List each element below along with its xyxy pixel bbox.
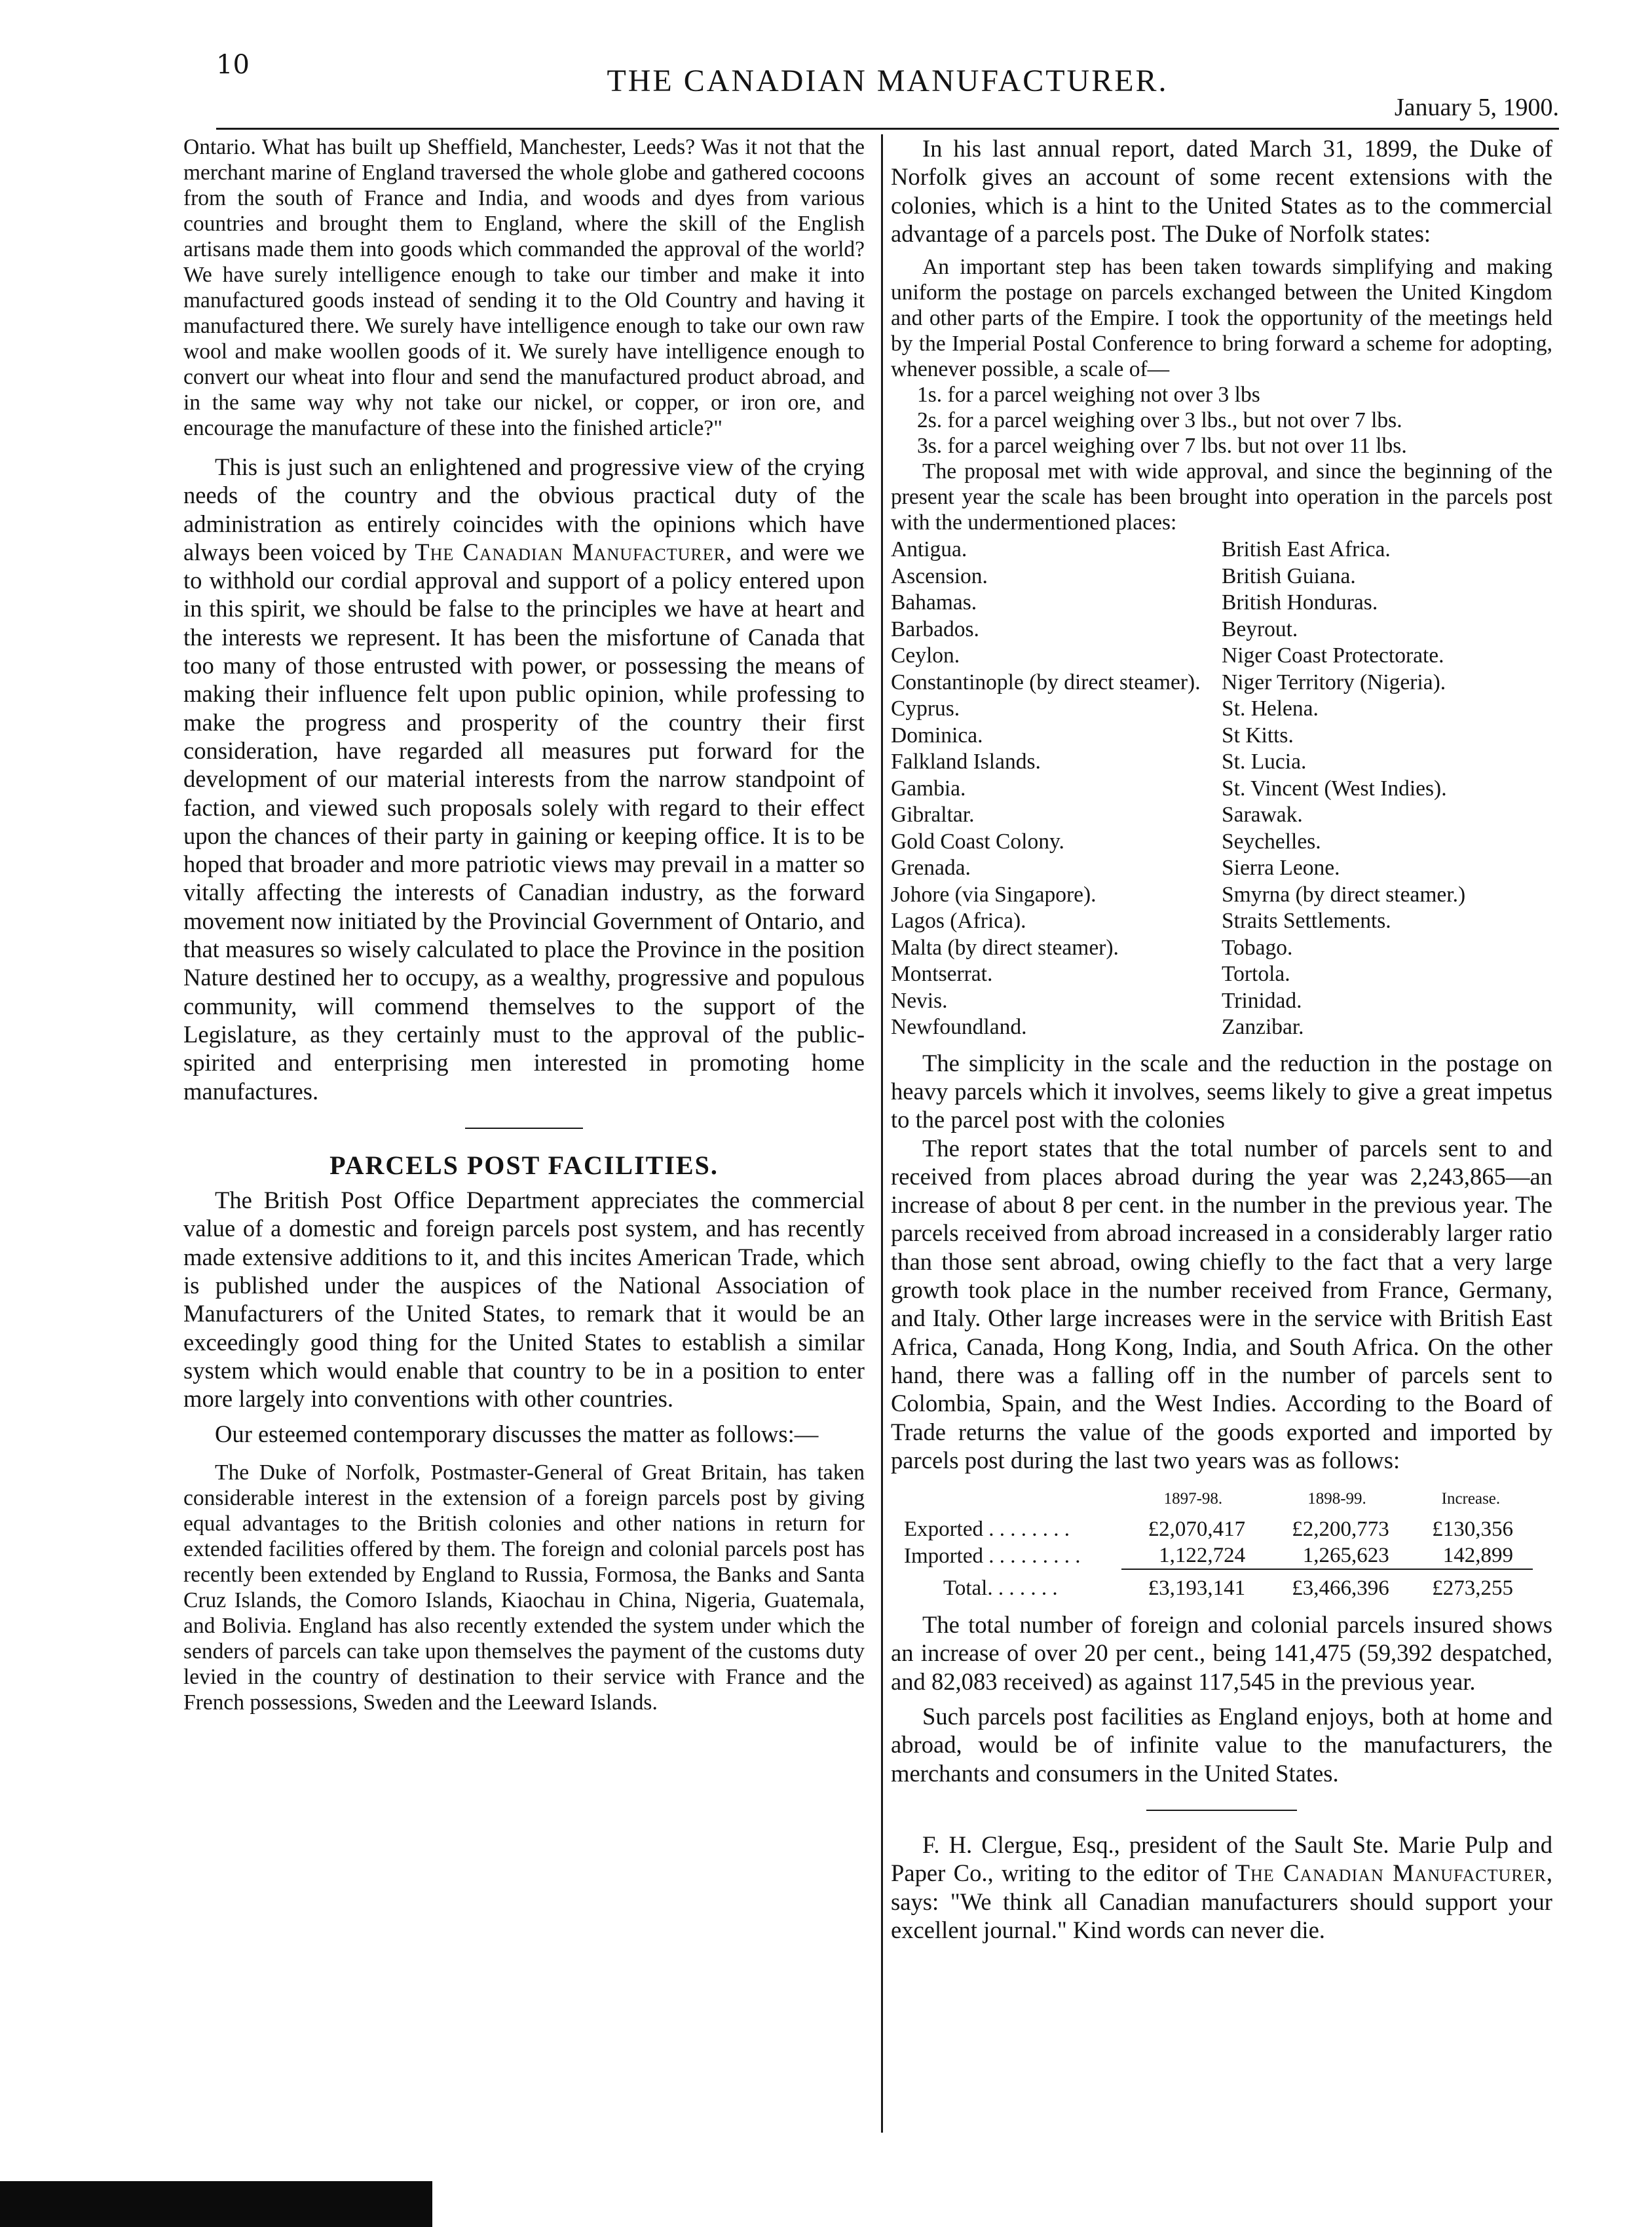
place-item: Ceylon. bbox=[891, 643, 960, 668]
scan-artifact bbox=[0, 2181, 432, 2227]
place-item: Niger Territory (Nigeria). bbox=[1222, 670, 1446, 695]
place-item: Bahamas. bbox=[891, 590, 977, 615]
scale-item: 1s. for a parcel weighing not over 3 lbs bbox=[917, 383, 1260, 408]
table-cell: £2,070,417 bbox=[1148, 1517, 1246, 1542]
table-row bbox=[904, 1542, 1533, 1569]
editorial-text-start: This is just such an enlightened and progressive view of the crying needs of the country and the obvious practical duty of the administration as entirely coincides with the opinions which have always been voiced by bbox=[183, 453, 865, 565]
header-rule bbox=[216, 128, 1559, 130]
table-cell: £3,193,141 bbox=[1121, 1569, 1266, 1601]
page-header bbox=[216, 46, 1559, 121]
place-item: Barbados. bbox=[891, 617, 979, 641]
table-header: 1897-98. bbox=[1163, 1490, 1223, 1508]
journal-name: The Canadian Manufacturer bbox=[1235, 1859, 1547, 1887]
article-paragraph: Our esteemed contemporary discusses the matter as follows:— bbox=[215, 1420, 819, 1447]
testimonial-text-end: , says: "We think all Canadian manufacturers should support your excellent journal." Kind words can never die. bbox=[891, 1859, 1552, 1943]
article-paragraph: Such parcels post facilities as England enjoys, both at home and abroad, would be of infinite value to the manufacturers, the merchants and consumers in the United States. bbox=[891, 1703, 1552, 1787]
place-item: British Honduras. bbox=[1222, 590, 1378, 615]
place-item: Beyrout. bbox=[1222, 617, 1298, 641]
place-item: Niger Coast Protectorate. bbox=[1222, 643, 1444, 668]
places-list-left bbox=[891, 537, 1222, 1041]
trade-table bbox=[904, 1486, 1533, 1601]
places-list bbox=[891, 537, 1552, 1041]
masthead-title: THE CANADIAN MANUFACTURER. bbox=[607, 64, 1169, 98]
quoted-paragraph: An important step has been taken towards simplifying and making uniform the postage on parcels exchanged between the United Kingdom and other parts of the Empire. I took the opportunity of the meetings held by the Imperial Postal Conference to bring forward a scheme for adopting, whenever possible, a scale of— bbox=[891, 255, 1552, 382]
place-item: Johore (via Singapore). bbox=[891, 882, 1097, 907]
place-item: Seychelles. bbox=[1222, 829, 1321, 854]
table-cell: 1,122,724 bbox=[1159, 1544, 1246, 1568]
place-item: Trinidad. bbox=[1222, 988, 1302, 1013]
place-item: St Kitts. bbox=[1222, 723, 1294, 748]
places-list-right bbox=[1222, 537, 1552, 1041]
testimonial-text-start: F. H. Clergue, Esq., president of the Sault Ste. Marie Pulp and Paper Co., writing to the editor of bbox=[891, 1831, 1552, 1887]
place-item: Ascension. bbox=[891, 563, 988, 588]
article-paragraph: The British Post Office Department appreciates the commercial value of a domestic and foreign parcels post system, and has recently made extensive additions to it, and this incites American Trade, which is published under the auspices of the National Association of Manufacturers of the United States, to remark that it would be an exceedingly good thing for the United States to establish a similar system which would enable that country to be in a position to enter more largely into conventions with other countries. bbox=[183, 1187, 865, 1413]
place-item: St. Helena. bbox=[1222, 696, 1319, 721]
table-cell: £2,200,773 bbox=[1292, 1517, 1389, 1542]
place-item: St. Lucia. bbox=[1222, 750, 1307, 774]
place-item: Smyrna (by direct steamer.) bbox=[1222, 882, 1466, 907]
place-item: Sierra Leone. bbox=[1222, 856, 1340, 881]
right-column bbox=[891, 134, 1552, 1944]
place-item: Zanzibar. bbox=[1222, 1015, 1304, 1040]
place-item: British East Africa. bbox=[1222, 537, 1391, 562]
table-header: Increase. bbox=[1441, 1490, 1501, 1508]
table-cell: Exported . . . . . . . . bbox=[904, 1517, 1070, 1542]
journal-name: The Canadian Manufacturer bbox=[415, 538, 726, 565]
table-cell: 1,265,623 bbox=[1302, 1544, 1389, 1568]
table-total-row bbox=[904, 1569, 1533, 1601]
article-paragraph: In his last annual report, dated March 31, 1899, the Duke of Norfolk gives an account of some recent extensions with the colonies, which is a hint to the United States as to the commercial advantage of a parcels post. The Duke of Norfolk states: bbox=[891, 135, 1552, 247]
column-divider bbox=[881, 134, 883, 2133]
place-item: Straits Settlements. bbox=[1222, 909, 1391, 934]
place-item: Gambia. bbox=[891, 776, 966, 801]
postage-scale bbox=[891, 382, 1552, 459]
table-cell: Total. . . . . . . bbox=[943, 1576, 1058, 1600]
place-item: Tobago. bbox=[1222, 935, 1293, 960]
quoted-paragraph: The proposal met with wide approval, and since the beginning of the present year the scale has been brought into operation in the parcels post with the undermentioned places: bbox=[891, 459, 1552, 535]
article-paragraph: The simplicity in the scale and the reduction in the postage on heavy parcels which it involves, seems likely to give a great impetus to the parcel post with the colonies bbox=[891, 1049, 1552, 1133]
scale-item: 2s. for a parcel weighing over 3 lbs., but not over 7 lbs. bbox=[917, 408, 1402, 433]
table-cell: £273,255 bbox=[1409, 1569, 1533, 1601]
left-column bbox=[183, 134, 865, 1715]
article-paragraph: The report states that the total number of parcels sent to and received from places abroad during the year was 2,243,865—an increase of about 8 per cent. in the number in the previous year. The parcels received from abroad increased in a considerably larger ratio than those sent abroad, owing chiefly to the fact that a very large growth took place in the number received from France, Germany, and Italy. Other large increases were in the service with British East Africa, Canada, Hong Kong, India, and South Africa. On the other hand, there was a falling off in the number of parcels sent to Colombia, Spain, and the West Indies. According to the Board of Trade returns the value of the goods exported and imported by parcels post during the last two years was as follows: bbox=[891, 1134, 1552, 1474]
table-cell: Imported . . . . . . . . . bbox=[904, 1544, 1081, 1568]
place-item: Tortola. bbox=[1222, 962, 1290, 987]
place-item: Cyprus. bbox=[891, 696, 960, 721]
place-item: Malta (by direct steamer). bbox=[891, 935, 1119, 960]
scan-margin bbox=[0, 0, 14, 2227]
section-divider bbox=[465, 1128, 583, 1129]
page-number: 10 bbox=[216, 50, 250, 80]
table-row bbox=[904, 1516, 1533, 1542]
place-item: Gold Coast Colony. bbox=[891, 829, 1064, 854]
place-item: St. Vincent (West Indies). bbox=[1222, 776, 1447, 801]
issue-date: January 5, 1900. bbox=[1394, 94, 1559, 121]
place-item: British Guiana. bbox=[1222, 563, 1356, 588]
place-item: Sarawak. bbox=[1222, 803, 1303, 828]
quoted-paragraph: Ontario. What has built up Sheffield, Manchester, Leeds? Was it not that the merchant marine of England traversed the whole globe and gathered cocoons from the south of France and India, and woods and dyes from various countries and brought them to England, where the skill of the English artisans made them into goods which commanded the approval of the world? We have surely intelligence enough to take our timber and make it into manufactured goods instead of sending it to the Old Country and having it manufactured there. We surely have intelligence enough to take our own raw wool and make woollen goods of it. We surely have intelligence enough to convert our wheat into flour and send the manufactured product abroad, and in the same way why not take our nickel, or copper, or iron ore, and encourage the manufacture of these into the finished article?" bbox=[183, 135, 865, 440]
editorial-text-end: , and were we to withhold our cordial approval and support of a policy entered upon in this spirit, we should be false to the principles we have at heart and the interests we represent. It has been the misfortune of Canada that too many of those entrusted with power, or possessing the means of making their influence felt upon public opinion, while professing to make the progress and prosperity of the country their first consideration, have regarded all measures put forward for the development of our material interests from the narrow standpoint of faction, and viewed such proposals solely with regard to their effect upon the chances of their party in gaining or keeping office. It is to be hoped that broader and more patriotic views may prevail in a matter so vitally affecting the interests of Canadian industry, as the forward movement now initiated by the Provincial Government of Ontario, and that measures so wisely calculated to place the Province in the position Nature destined her to occupy, as a wealthy, progressive and populous community, will commend themselves to the support of the Legislature, as they certainly must to the approval of the public-spirited and enterprising men interested in promoting home manufactures. bbox=[183, 538, 865, 1105]
table-header: 1898-99. bbox=[1307, 1490, 1366, 1508]
place-item: Gibraltar. bbox=[891, 803, 975, 828]
section-divider bbox=[1146, 1810, 1297, 1811]
place-item: Lagos (Africa). bbox=[891, 909, 1026, 934]
article-paragraph: The total number of foreign and colonial parcels insured shows an increase of over 20 per cent., being 141,475 (59,392 despatched, and 82,083 received) as against 117,545 in the previous year. bbox=[891, 1611, 1552, 1695]
place-item: Constantinople (by direct steamer). bbox=[891, 670, 1201, 695]
scale-item: 3s. for a parcel weighing over 7 lbs. but not over 11 lbs. bbox=[917, 434, 1407, 459]
place-item: Montserrat. bbox=[891, 962, 993, 987]
section-title: PARCELS POST FACILITIES. bbox=[329, 1150, 719, 1180]
table-cell: 142,899 bbox=[1442, 1544, 1513, 1568]
place-item: Grenada. bbox=[891, 856, 971, 881]
table-cell: £3,466,396 bbox=[1265, 1569, 1409, 1601]
table-header-row bbox=[904, 1486, 1533, 1516]
table-cell: £130,356 bbox=[1432, 1517, 1513, 1542]
place-item: Falkland Islands. bbox=[891, 750, 1041, 774]
place-item: Dominica. bbox=[891, 723, 983, 748]
editorial-paragraph bbox=[183, 453, 865, 1105]
testimonial-paragraph bbox=[891, 1831, 1552, 1944]
place-item: Antigua. bbox=[891, 537, 967, 562]
quoted-paragraph: The Duke of Norfolk, Postmaster-General of Great Britain, has taken considerable interest in the extension of a foreign parcels post by giving equal advantages to the British colonies and other nations in return for extended facilities offered by them. The foreign and colonial parcels post has recently been extended by England to Russia, Formosa, the Banks and Santa Cruz Islands, the Comoro Islands, Kiaochau in China, Nigeria, Guatemala, and Bolivia. England has also recently extended the system under which the senders of parcels can take upon themselves the payment of the customs duty levied in the country of destination to their service with France and the French possessions, Sweden and the Leeward Islands. bbox=[183, 1460, 865, 1715]
table-header bbox=[904, 1486, 1121, 1516]
place-item: Nevis. bbox=[891, 988, 948, 1013]
place-item: Newfoundland. bbox=[891, 1015, 1027, 1040]
